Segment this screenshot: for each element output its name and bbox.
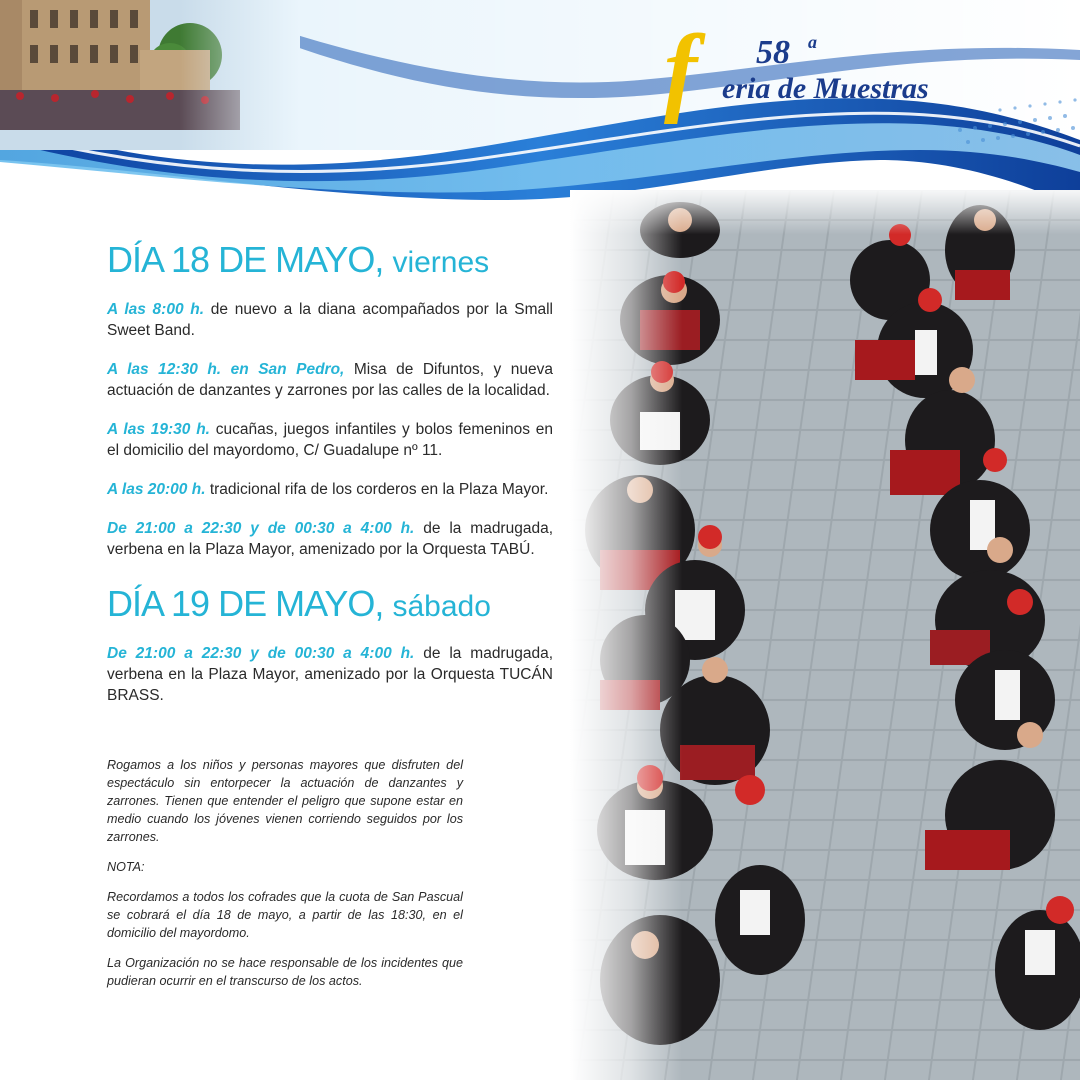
- note-paragraph: Rogamos a los niños y personas mayores que disfruten del espectáculo sin entorpecer la actuación de danzantes y zarrones. Tienen que entender el peligro que supone estar en medio cuando los jóvenes vienen corriendo seguidos por los zarrones.: [107, 758, 463, 844]
- note-heading: NOTA:: [107, 860, 145, 874]
- event-item: [107, 643, 553, 706]
- day1-heading: [107, 238, 553, 285]
- notes-block: [107, 756, 463, 1002]
- event-time: A las 19:30 h.: [107, 421, 210, 438]
- logo-number: 58: [756, 34, 790, 71]
- event-time: A las 20:00 h.: [107, 481, 206, 498]
- event-item: [107, 419, 553, 461]
- note-paragraph: La Organización no se hace responsable de los incidentes que pudieran ocurrir en el transcurso de los actos.: [107, 956, 463, 988]
- day2-title: DÍA 19 DE MAYO,: [107, 583, 384, 624]
- day1-title: DÍA 18 DE MAYO,: [107, 239, 384, 280]
- program-column: [107, 238, 553, 724]
- event-text: de la madrugada, verbena en la Plaza Mayor, amenizado por la Orquesta TABÚ.: [107, 520, 554, 558]
- event-item: [107, 518, 553, 560]
- feria-logo: [664, 14, 944, 130]
- event-text: Misa de Difuntos, y nueva actuación de danzantes y zarrones por las calles de la localidad.: [107, 361, 553, 399]
- event-text: de la madrugada, verbena en la Plaza Mayor, amenizado por la Orquesta TUCÁN BRASS.: [107, 645, 554, 704]
- dancers-photo: [570, 190, 1080, 1080]
- event-time: A las 12:30 h. en San Pedro,: [107, 361, 345, 378]
- event-time: De 21:00 a 22:30 y de 00:30 a 4:00 h.: [107, 520, 415, 537]
- event-item: [107, 479, 553, 500]
- event-text: de nuevo a la diana acompañados por la Small Sweet Band.: [107, 301, 554, 339]
- town-photo: [0, 0, 300, 150]
- logo-name: eria de Muestras: [722, 72, 929, 105]
- day1-weekday: viernes: [392, 246, 490, 279]
- day2-heading: [107, 582, 553, 629]
- note-paragraph: Recordamos a todos los cofrades que la cuota de San Pascual se cobrará el día 18 de mayo, a partir de las 18:30, en el domicilio del mayordomo.: [107, 890, 463, 940]
- logo-letter: f: [664, 14, 698, 125]
- event-text: cucañas, juegos infantiles y bolos femeninos en el domicilio del mayordomo, C/ Guadalupe nº 11.: [107, 421, 553, 459]
- event-text: tradicional rifa de los corderos en la Plaza Mayor.: [205, 481, 549, 498]
- event-item: [107, 359, 553, 401]
- event-item: [107, 299, 553, 341]
- logo-superscript: a: [808, 32, 817, 52]
- day2-weekday: sábado: [392, 590, 491, 623]
- event-time: De 21:00 a 22:30 y de 00:30 a 4:00 h.: [107, 645, 415, 662]
- event-time: A las 8:00 h.: [107, 301, 205, 318]
